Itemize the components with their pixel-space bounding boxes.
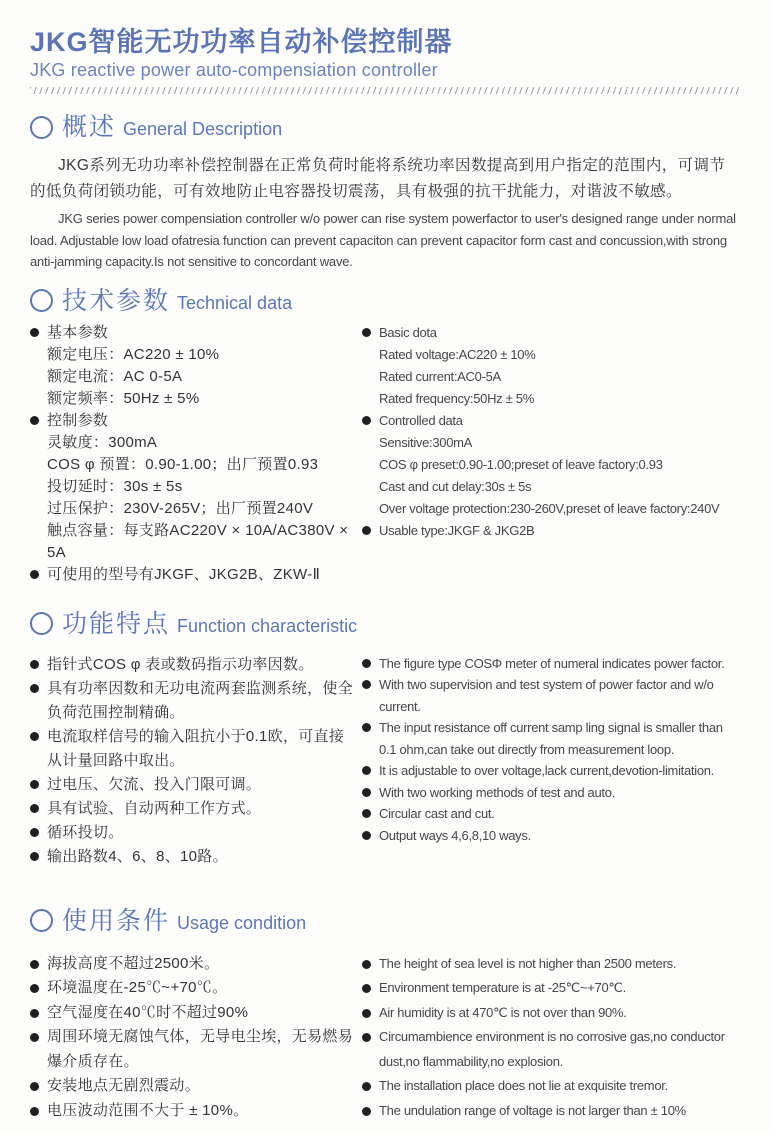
features-heading-zh: 功能特点 [62, 609, 171, 638]
list-item-text: 海拔高度不超过2500米。 [47, 954, 220, 972]
list-item-text: COS φ preset:0.90-1.00;preset of leave factory:0.93 [379, 456, 663, 472]
list-item [30, 677, 354, 725]
list-item-text: 循环投切。 [47, 823, 124, 841]
list-item [362, 388, 740, 410]
list-item [30, 952, 354, 977]
usage-heading-zh: 使用条件 [62, 906, 171, 935]
list-item [362, 1025, 740, 1074]
list-item-text: Environment temperature is at -25℃~+70℃. [379, 980, 626, 995]
list-item-text: 额定电压：AC220 ± 10% [47, 345, 220, 363]
filled-circle-icon [30, 780, 39, 789]
features-heading-en: Function characteristic [177, 615, 358, 636]
list-item [30, 476, 354, 498]
filled-circle-icon [362, 1033, 371, 1042]
list-item-text: 电压波动范围不大于 ± 10%。 [47, 1101, 249, 1119]
usage-heading-en: Usage condition [177, 912, 307, 933]
list-item-text: Over voltage protection:230-260V,preset of leave factory:240V [379, 500, 720, 516]
list-item-text: Controlled data [379, 412, 463, 428]
filled-circle-icon [30, 852, 39, 861]
list-item [362, 520, 740, 542]
usage-heading [30, 905, 740, 937]
section-overview [30, 111, 740, 273]
filled-circle-icon [30, 1009, 39, 1018]
page-header [30, 26, 740, 94]
list-item-text: 额定电流：AC 0-5A [47, 367, 183, 385]
list-item [30, 520, 354, 564]
overview-heading [30, 111, 740, 143]
section-function-characteristic [30, 608, 740, 869]
list-item [30, 653, 354, 677]
ring-circle-icon [30, 289, 53, 312]
list-item-text: Rated frequency:50Hz ± 5% [379, 390, 535, 406]
overview-heading-en: General Description [123, 119, 283, 139]
list-item-text: 输出路数4、6、8、10路。 [47, 847, 228, 865]
technical-heading-en: Technical data [177, 292, 293, 313]
list-item [30, 976, 354, 1001]
section-technical-data [30, 285, 740, 586]
list-item [30, 1001, 354, 1026]
list-item [362, 952, 740, 977]
list-item-text: 电流取样信号的输入阻抗小于0.1欧，可直接从计量回路中取出。 [47, 727, 345, 769]
list-item [362, 653, 740, 675]
list-item-text: 周围环境无腐蚀气体，无导电尘埃，无易燃易爆介质存在。 [47, 1028, 354, 1070]
list-item [362, 410, 740, 432]
list-item [362, 344, 740, 366]
list-item [362, 717, 740, 760]
filled-circle-icon [362, 680, 371, 689]
list-item [30, 1025, 354, 1074]
list-item [30, 322, 354, 344]
list-item-text: Output ways 4,6,8,10 ways. [379, 827, 531, 843]
filled-circle-icon [30, 984, 39, 993]
list-item-text: 过电压、欠流、投入门限可调。 [47, 775, 262, 793]
overview-paragraph-en: JKG series power compensiation controller w/o power can rise system powerfactor to user's designed range under normal load. Adjustable low load ofatresia function can prevent capaciton can prevent capacitor form cast and concussion,with strong anti-jamming capacity.Is not sensitive to concordant wave. [30, 211, 736, 269]
technical-heading [30, 285, 740, 317]
list-item-text: 安装地点无剧烈震动。 [47, 1077, 201, 1094]
filled-circle-icon [30, 732, 39, 741]
filled-circle-icon [30, 684, 39, 693]
filled-circle-icon [362, 1082, 371, 1091]
features-columns [30, 653, 740, 869]
list-item-text: The undulation range of voltage is not larger than ± 10% [379, 1102, 686, 1118]
list-item-text: 控制参数 [47, 411, 109, 429]
filled-circle-icon [362, 723, 371, 732]
list-item [362, 1074, 740, 1099]
list-item-text: The figure type COSΦ meter of numeral indicates power factor. [379, 655, 725, 671]
overview-heading-zh: 概述 [62, 113, 117, 141]
list-item-text: Basic dota [379, 324, 437, 340]
list-item [30, 797, 354, 821]
filled-circle-icon [362, 1107, 371, 1116]
list-item [30, 1099, 354, 1124]
list-item [362, 760, 740, 782]
filled-circle-icon [362, 766, 371, 775]
filled-circle-icon [362, 809, 371, 818]
ring-circle-icon [30, 909, 53, 932]
features-column-zh [30, 653, 354, 869]
filled-circle-icon [362, 831, 371, 840]
ring-circle-icon [30, 612, 53, 635]
page-subtitle: JKG reactive power auto-compensiation controller [30, 60, 438, 80]
filled-circle-icon [30, 960, 39, 969]
technical-columns [30, 322, 740, 586]
list-item-text: 具有试验、自动两种工作方式。 [47, 799, 262, 817]
usage-column-zh [30, 952, 354, 1124]
list-item [362, 1001, 740, 1026]
list-item-text: 可使用的型号有JKGF、JKG2B、ZKW-Ⅱ [47, 565, 321, 583]
list-item-text: 灵敏度：300mA [47, 433, 158, 451]
list-item-text: Usable type:JKGF & JKG2B [379, 522, 535, 538]
list-item-text: 触点容量：每支路AC220V × 10A/AC380V × 5A [47, 521, 349, 561]
filled-circle-icon [362, 1009, 371, 1018]
list-item-text: 过压保护：230V-265V；出厂预置240V [47, 499, 314, 517]
filled-circle-icon [362, 960, 371, 969]
technical-column-zh [30, 322, 354, 586]
list-item [362, 366, 740, 388]
technical-heading-zh: 技术参数 [62, 286, 171, 315]
list-item [362, 454, 740, 476]
list-item [362, 825, 740, 847]
filled-circle-icon [362, 984, 371, 993]
overview-paragraph-zh: JKG系列无功功率补偿控制器在正常负荷时能将系统功率因数提高到用户指定的范围内，可调节的低负荷闭锁功能，可有效地防止电容器投切震荡，具有极强的抗干扰能力，对谐波不敏感。 [30, 157, 726, 200]
list-item [362, 782, 740, 804]
list-item-text: Circular cast and cut. [379, 806, 495, 821]
list-item [30, 454, 354, 476]
list-item-text: 额定频率：50Hz ± 5% [47, 389, 200, 407]
list-item-text: COS φ 预置：0.90-1.00；出厂预置0.93 [47, 455, 319, 473]
filled-circle-icon [362, 788, 371, 797]
list-item-text: 具有功率因数和无功电流两套监测系统，使全负荷范围控制精确。 [47, 679, 354, 721]
filled-circle-icon [30, 1033, 39, 1042]
list-item-text: 基本参数 [47, 323, 109, 341]
list-item [30, 410, 354, 432]
list-item [30, 845, 354, 869]
list-item [30, 1074, 354, 1099]
filled-circle-icon [362, 526, 371, 535]
filled-circle-icon [30, 1107, 39, 1116]
list-item [362, 1099, 740, 1124]
list-item [362, 322, 740, 344]
features-heading [30, 608, 740, 640]
list-item [30, 432, 354, 454]
list-item [362, 674, 740, 717]
hatch-divider [30, 87, 740, 94]
list-item [362, 976, 740, 1001]
list-item-text: Air humidity is at 470℃ is not over than 90%. [379, 1004, 627, 1020]
list-item [30, 564, 354, 586]
filled-circle-icon [362, 416, 371, 425]
list-item-text: The installation place does not lie at exquisite tremor. [379, 1078, 668, 1093]
list-item [30, 725, 354, 773]
section-usage-condition [30, 905, 740, 1124]
list-item [30, 344, 354, 366]
filled-circle-icon [362, 659, 371, 668]
list-item-text: Sensitive:300mA [379, 434, 473, 450]
ring-circle-icon [30, 116, 53, 139]
filled-circle-icon [30, 328, 39, 337]
list-item-text: 指针式COS φ 表或数码指示功率因数。 [47, 655, 314, 673]
usage-columns [30, 952, 740, 1124]
filled-circle-icon [30, 660, 39, 669]
filled-circle-icon [362, 328, 371, 337]
filled-circle-icon [30, 416, 39, 425]
list-item-text: 空气湿度在40℃时不超过90% [47, 1003, 249, 1021]
list-item-text: It is adjustable to over voltage,lack current,devotion-limitation. [379, 763, 714, 778]
list-item-text: With two supervision and test system of power factor and w/o current. [379, 677, 714, 714]
list-item [362, 476, 740, 498]
list-item-text: Rated current:AC0-5A [379, 368, 501, 384]
page-title: JKG智能无功功率自动补偿控制器 [30, 27, 453, 57]
list-item-text: Rated voltage:AC220 ± 10% [379, 346, 536, 362]
list-item [362, 498, 740, 520]
list-item [30, 388, 354, 410]
list-item-text: 环境温度在-25℃~+70℃。 [47, 979, 228, 996]
list-item [30, 773, 354, 797]
list-item [362, 803, 740, 825]
list-item-text: The height of sea level is not higher than 2500 meters. [379, 955, 677, 971]
list-item [30, 498, 354, 520]
filled-circle-icon [30, 828, 39, 837]
list-item [362, 432, 740, 454]
list-item-text: Circumambience environment is no corrosive gas,no conductor dust,no flammability,no explosion. [379, 1029, 725, 1069]
technical-column-en [354, 322, 740, 586]
filled-circle-icon [30, 1082, 39, 1091]
usage-column-en [354, 952, 740, 1124]
filled-circle-icon [30, 570, 39, 579]
list-item-text: Cast and cut delay:30s ± 5s [379, 478, 532, 494]
features-column-en [354, 653, 740, 869]
list-item-text: With two working methods of test and auto. [379, 784, 615, 800]
filled-circle-icon [30, 804, 39, 813]
list-item [30, 821, 354, 845]
list-item-text: The input resistance off current samp ling signal is smaller than 0.1 ohm,can take out directly from measurement loop. [379, 720, 723, 757]
list-item [30, 366, 354, 388]
list-item-text: 投切延时：30s ± 5s [47, 477, 183, 495]
